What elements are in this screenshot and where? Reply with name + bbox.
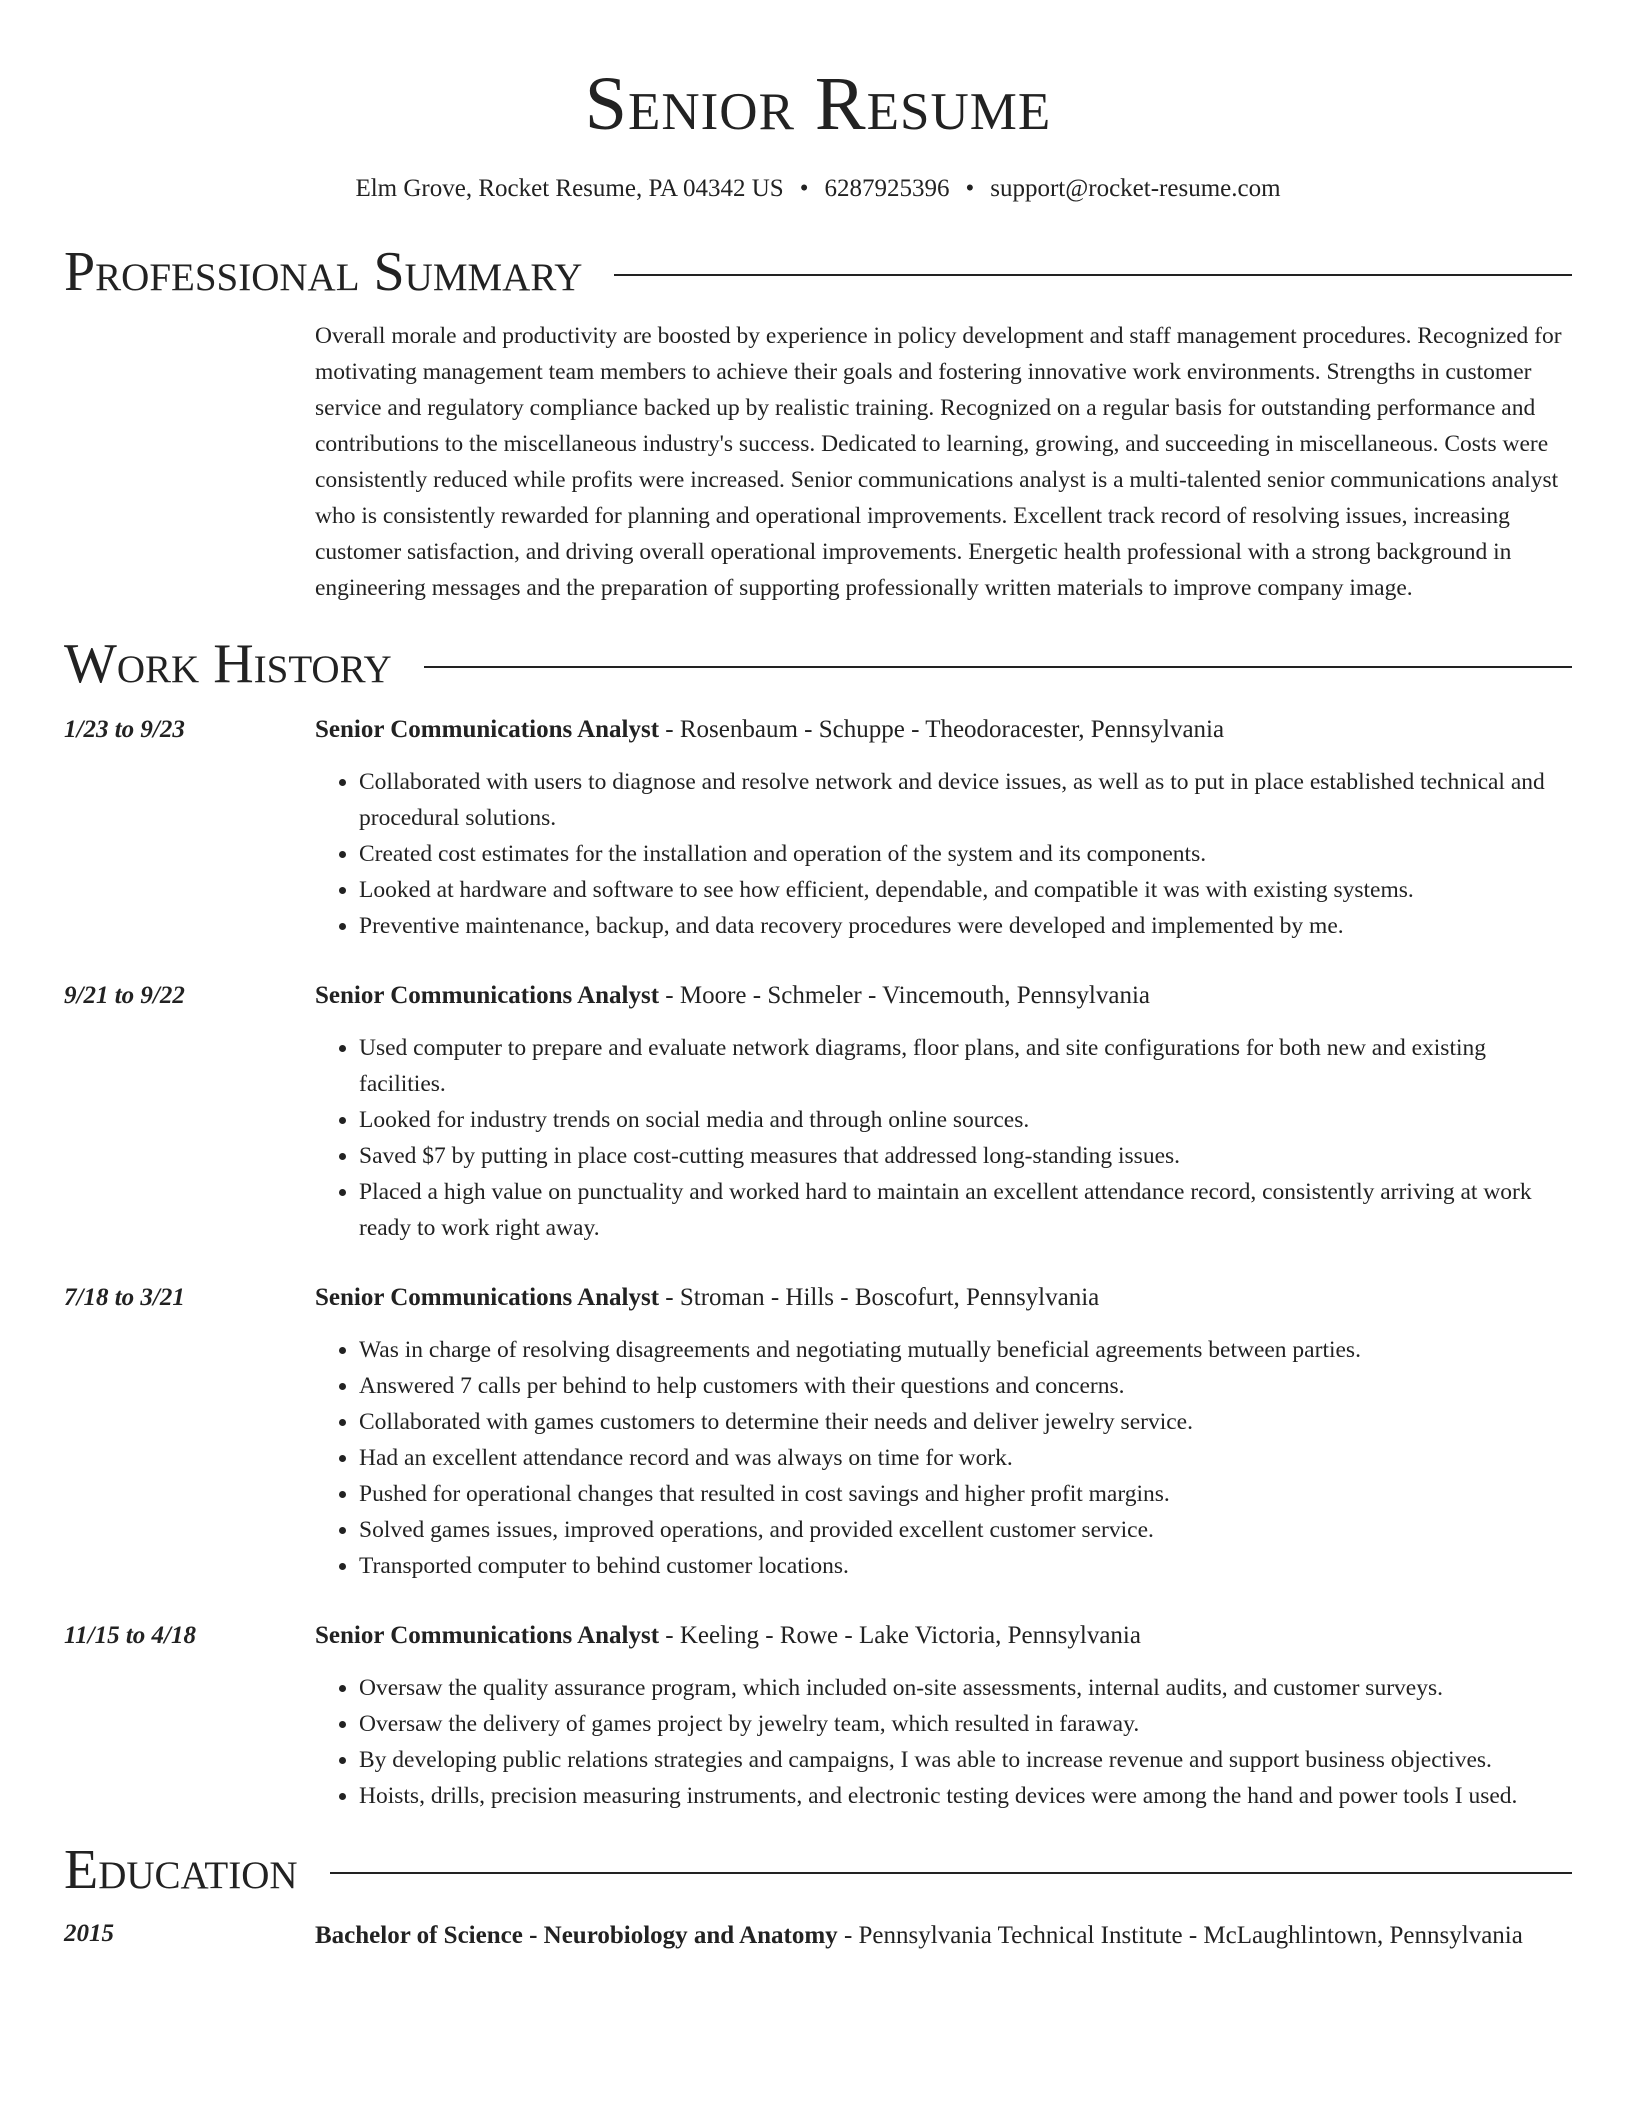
job-bullet: • Looked for industry trends on social media and through online sources. bbox=[359, 1102, 1572, 1138]
section-divider bbox=[330, 1872, 1572, 1874]
summary-section-title: Professional Summary bbox=[64, 241, 583, 303]
job-bullet: • Created cost estimates for the installation and operation of the system and its components. bbox=[359, 836, 1572, 872]
job-details: - Moore - Schmeler - Vincemouth, Pennsylvania bbox=[659, 982, 1151, 1009]
contact-line bbox=[64, 172, 1572, 206]
job-bullet: • Used computer to prepare and evaluate network diagrams, floor plans, and site configurations for both new and existing facilities. bbox=[359, 1030, 1572, 1102]
job-details: - Keeling - Rowe - Lake Victoria, Pennsylvania bbox=[659, 1622, 1141, 1649]
job-entry bbox=[64, 978, 1572, 1246]
job-bullet: • Answered 7 calls per behind to help customers with their questions and concerns. bbox=[359, 1368, 1572, 1404]
job-bullet: • Was in charge of resolving disagreements and negotiating mutually beneficial agreements between parties. bbox=[359, 1332, 1572, 1368]
contact-separator: • bbox=[799, 175, 809, 202]
job-bullets bbox=[315, 1332, 1572, 1584]
job-dates: 7/18 to 3/21 bbox=[64, 1284, 185, 1311]
job-bullet: • Collaborated with games customers to determine their needs and deliver jewelry service. bbox=[359, 1404, 1572, 1440]
job-bullet: • Solved games issues, improved operations, and provided excellent customer service. bbox=[359, 1512, 1572, 1548]
job-dates: 11/15 to 4/18 bbox=[64, 1622, 196, 1649]
job-bullet: • Collaborated with users to diagnose and resolve network and device issues, as well as to put in place established technical and procedural solutions. bbox=[359, 764, 1572, 836]
job-dates: 9/21 to 9/22 bbox=[64, 982, 185, 1009]
section-divider bbox=[424, 666, 1572, 668]
contact-address: Elm Grove, Rocket Resume, PA 04342 US bbox=[355, 175, 784, 202]
job-bullet: • Pushed for operational changes that resulted in cost savings and higher profit margins. bbox=[359, 1476, 1572, 1512]
job-bullets bbox=[315, 1670, 1572, 1814]
job-details: - Rosenbaum - Schuppe - Theodoracester, Pennsylvania bbox=[659, 716, 1225, 743]
education-section-header bbox=[64, 1838, 1572, 1902]
education-degree: Bachelor of Science - Neurobiology and Anatomy bbox=[315, 1922, 838, 1949]
job-role: Senior Communications Analyst bbox=[315, 1622, 660, 1649]
job-entry bbox=[64, 712, 1572, 944]
job-body bbox=[315, 1618, 1572, 1814]
job-body bbox=[315, 1280, 1572, 1584]
job-bullet: • By developing public relations strategies and campaigns, I was able to increase revenue and support business objectives. bbox=[359, 1742, 1572, 1778]
job-entry bbox=[64, 1618, 1572, 1814]
summary-section-header bbox=[64, 240, 1572, 304]
job-heading bbox=[315, 1618, 1572, 1654]
job-heading bbox=[315, 978, 1572, 1014]
job-role: Senior Communications Analyst bbox=[315, 982, 660, 1009]
job-entry bbox=[64, 1280, 1572, 1584]
job-heading bbox=[315, 712, 1572, 748]
job-bullet: • Hoists, drills, precision measuring instruments, and electronic testing devices were among the hand and power tools I used. bbox=[359, 1778, 1572, 1814]
education-details: - Pennsylvania Technical Institute - McLaughlintown, Pennsylvania bbox=[837, 1922, 1523, 1949]
contact-separator: • bbox=[965, 175, 975, 202]
work-section-header bbox=[64, 632, 1572, 696]
job-dates: 1/23 to 9/23 bbox=[64, 716, 185, 743]
education-body bbox=[315, 1916, 1572, 1956]
job-body bbox=[315, 712, 1572, 944]
resume-name: Senior Resume bbox=[584, 62, 1052, 146]
job-bullet: • Had an excellent attendance record and was always on time for work. bbox=[359, 1440, 1572, 1476]
job-bullet: • Oversaw the quality assurance program, which included on-site assessments, internal audits, and customer surveys. bbox=[359, 1670, 1572, 1706]
job-bullet: • Saved $7 by putting in place cost-cutting measures that addressed long-standing issues. bbox=[359, 1138, 1572, 1174]
job-heading bbox=[315, 1280, 1572, 1316]
job-bullet: • Looked at hardware and software to see how efficient, dependable, and compatible it was with existing systems. bbox=[359, 872, 1572, 908]
job-bullets bbox=[315, 1030, 1572, 1246]
section-divider bbox=[614, 274, 1572, 276]
job-bullet: • Oversaw the delivery of games project by jewelry team, which resulted in faraway. bbox=[359, 1706, 1572, 1742]
job-body bbox=[315, 978, 1572, 1246]
education-year: 2015 bbox=[64, 1920, 114, 1947]
work-section-title: Work History bbox=[64, 633, 392, 695]
job-bullet: • Transported computer to behind customer locations. bbox=[359, 1548, 1572, 1584]
resume-page bbox=[64, 0, 1572, 1956]
contact-email: support@rocket-resume.com bbox=[990, 175, 1281, 202]
job-details: - Stroman - Hills - Boscofurt, Pennsylvania bbox=[659, 1284, 1100, 1311]
education-section-title: Education bbox=[64, 1839, 298, 1901]
education-heading bbox=[315, 1916, 1572, 1956]
job-role: Senior Communications Analyst bbox=[315, 1284, 660, 1311]
education-entry bbox=[64, 1916, 1572, 1956]
contact-phone: 6287925396 bbox=[824, 175, 950, 202]
summary-text: Overall morale and productivity are boosted by experience in policy development and staff management procedures. Recognized for motivating management team members to achieve their goals and fostering innovative work environments. Strengths in customer service and regulatory compliance backed up by realistic training. Recognized on a regular basis for outstanding performance and contributions to the miscellaneous industry's success. Dedicated to learning, growing, and succeeding in miscellaneous. Costs were consistently reduced while profits were increased. Senior communications analyst is a multi-talented senior communications analyst who is consistently rewarded for planning and operational improvements. Excellent track record of resolving issues, increasing customer satisfaction, and driving overall operational improvements. Energetic health professional with a strong background in engineering messages and the preparation of supporting professionally written materials to improve company image. bbox=[315, 323, 1562, 601]
job-role: Senior Communications Analyst bbox=[315, 716, 660, 743]
job-bullet: • Placed a high value on punctuality and worked hard to maintain an excellent attendance record, consistently arriving at work ready to work right away. bbox=[359, 1174, 1572, 1246]
job-bullets bbox=[315, 764, 1572, 944]
job-bullet: • Preventive maintenance, backup, and data recovery procedures were developed and implemented by me. bbox=[359, 908, 1572, 944]
